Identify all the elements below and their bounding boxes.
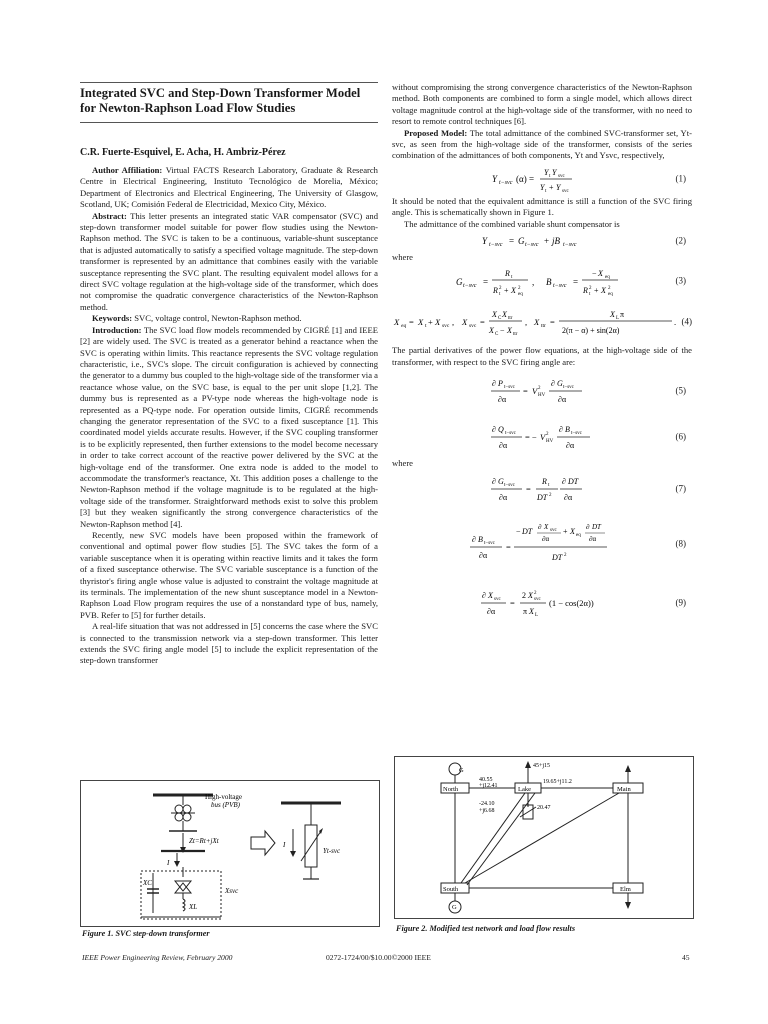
svg-text:−: − [592, 269, 597, 279]
svg-text:X: X [488, 590, 493, 600]
fig1-i-label-right: I [283, 841, 286, 849]
svg-text:X: X [601, 286, 606, 296]
svg-text:X: X [544, 522, 549, 531]
svg-text:t: t [545, 188, 547, 194]
svg-text:R: R [583, 286, 588, 296]
svg-text:t: t [548, 482, 550, 488]
svg-text:t−svc: t−svc [499, 179, 513, 186]
title-rule-bottom [80, 122, 378, 123]
svg-text:t: t [499, 292, 501, 298]
paper-title: Integrated SVC and Step-Down Transformer Model for Newton-Raphson Load Flow Studies [80, 86, 361, 115]
svg-text:2: 2 [518, 286, 521, 292]
figure-2 [394, 756, 694, 919]
svg-text:X: X [418, 317, 424, 328]
svg-text:t−svc: t−svc [463, 283, 477, 290]
equation-2-number: (2) [675, 235, 686, 246]
svg-text:HV: HV [546, 439, 554, 445]
svg-text:,: , [532, 277, 535, 288]
svg-text:C: C [495, 332, 499, 338]
svg-text:∂: ∂ [586, 522, 590, 531]
svg-text:−: − [500, 326, 505, 336]
svg-text:B: B [546, 277, 552, 288]
svg-text:∂α: ∂α [558, 395, 567, 405]
svg-text:∂α: ∂α [499, 492, 508, 502]
svg-text:Y: Y [540, 182, 545, 192]
svg-text:2: 2 [546, 432, 549, 438]
fig2-node-south: South [443, 886, 459, 893]
equation-2-graphic [392, 230, 692, 252]
svg-text:X: X [511, 286, 516, 296]
svg-text:eq: eq [608, 292, 613, 298]
svg-text:= −: = − [525, 432, 537, 443]
svg-text:2: 2 [589, 286, 592, 292]
svg-text:π: π [523, 606, 528, 616]
fig2-node-elm: Elm [620, 886, 631, 893]
svg-text:t−svc: t−svc [505, 431, 516, 437]
introduction-text: The SVC load flow models recommended by CIGRÉ [1] and IEEE [2] are widely used. The SVC is treated as a generator behind a reactance when the SVC is operating within limits. This reactance represents the SVC voltage regulation characteristic, i.e., SVC's slope. The circuit configuration is achieved by connecting the generator to a dummy bus coupled to the high-voltage side of the transformer via a reactance whose value, on the SVC base, is equal to the per unit slope [1,2]. The dummy bus is represented as a PV-type node whereas the high-voltage node is represented as a PQ-type node. For operation outside limits, CIGRÉ recommends changing the generator representation of the SVC to a fixed susceptance [1]. This coordinated model yields accurate results. However, if the SVC coupling transformer is to be explicitly represented, then further extensions to the model become necessary in order to take correct account of the reactive power delivered by the SVC at the high-voltage end of the transformer. One extra node is added to the model to accommodate the transformer's reactance, Xt. This addition poses a challenge to the Newton-Raphson method if the voltage magnitude is to be regulated at the high-voltage side of the transformer. Straightforward methods exist to solve this problem [3] but they weaken significantly the strong convergence characteristics of the Newton-Raphson method [4]. [80, 324, 378, 529]
svg-text:eq: eq [518, 292, 523, 298]
svg-text:X: X [534, 317, 540, 328]
svg-text:(α) =: (α) = [516, 173, 535, 184]
equation-2 [392, 230, 692, 252]
svg-text:B: B [565, 425, 570, 435]
svg-text:∂α: ∂α [566, 441, 575, 451]
svg-text:,: , [525, 317, 528, 328]
svg-text:t−svc: t−svc [504, 385, 515, 391]
svg-text:+: + [544, 236, 550, 247]
svg-text:R: R [542, 476, 547, 486]
fig1-y-label: Yt-svc [323, 847, 341, 855]
svg-text:DT: DT [592, 522, 601, 531]
svg-text:t: t [589, 292, 591, 298]
equation-5-number: (5) [675, 385, 686, 396]
svg-text:DT: DT [522, 526, 533, 536]
svg-text:t−svc: t−svc [484, 540, 495, 546]
partial-derivatives-paragraph: The partial derivatives of the power flow equations, at the high-voltage side of the transformer, with respect to the SVC firing angle are: [392, 345, 692, 367]
fig2-flow-load-lake: 45+j15 [533, 763, 551, 769]
svg-text:t−svc: t−svc [563, 385, 574, 391]
svg-text:t−svc: t−svc [571, 431, 582, 437]
fig1-hv-label-2: bus (PVB) [211, 801, 240, 809]
fig1-zt-label: Zt=Rt+jXt [189, 837, 219, 845]
footer-journal: IEEE Power Engineering Review, February 2000 [82, 953, 233, 962]
svg-text:∂: ∂ [562, 476, 566, 486]
continuation-paragraph: without compromising the strong convergence characteristics of the Newton-Raphson method. Both components are combined to form a single model, which allows direct voltage magnitude control at the high-voltage side of the transformer, with no need to resort to remote control techniques [6]. [392, 82, 692, 127]
svg-text:2: 2 [534, 590, 537, 596]
fig2-node-north: North [443, 786, 459, 793]
where-2: where [392, 458, 413, 469]
svg-text:∂α: ∂α [589, 534, 597, 543]
svg-text:∂: ∂ [482, 590, 486, 600]
svg-text:X: X [492, 310, 497, 320]
svg-text:eq: eq [401, 323, 407, 330]
svg-text:∂: ∂ [472, 534, 476, 544]
svg-text:R: R [505, 269, 510, 279]
equation-4-graphic [392, 303, 692, 341]
equation-7 [392, 470, 692, 508]
equation-9-number: (9) [675, 596, 686, 607]
svg-text:,: , [452, 317, 455, 328]
svg-text:X: X [528, 590, 533, 600]
fig1-i-label: I [167, 859, 170, 867]
svg-text:t: t [425, 323, 427, 330]
fig2-flow-6: 20.47 [537, 805, 551, 811]
equation-6-graphic [392, 418, 692, 456]
svg-text:2: 2 [538, 386, 541, 392]
fig2-flow-4: -24.10 [479, 801, 495, 807]
equation-1 [392, 162, 692, 196]
shunt-paragraph: The admittance of the combined variable shunt compensator is [404, 218, 620, 229]
svg-text:G: G [498, 476, 504, 486]
right-column [392, 82, 692, 622]
svg-text:G: G [557, 379, 563, 389]
svg-text:Y: Y [552, 167, 557, 177]
svg-text:DT: DT [552, 552, 563, 562]
svg-text:(1 − cos(2α)): (1 − cos(2α)) [549, 597, 594, 608]
figure-2-network [395, 757, 693, 918]
fig1-hv-label: High-voltage [205, 793, 242, 801]
abstract-label: Abstract: [92, 210, 127, 221]
svg-text:C: C [498, 316, 502, 322]
fig2-flow-2: +j12.41 [479, 783, 498, 789]
svg-text:svc: svc [558, 173, 565, 179]
equation-5 [392, 372, 692, 410]
svg-text:t−svc: t−svc [504, 482, 515, 488]
svg-text:svc: svc [534, 596, 541, 602]
svg-text:ttr: ttr [541, 323, 546, 330]
svg-text:t−svc: t−svc [525, 242, 539, 249]
introduction-label: Introduction: [92, 324, 142, 335]
svg-text:X: X [489, 326, 494, 336]
svg-text:2: 2 [608, 286, 611, 292]
svg-text:t: t [511, 275, 513, 281]
svg-text:eq: eq [605, 275, 610, 281]
fig2-flow-3: 19.65+j11.2 [543, 779, 572, 785]
equation-8-number: (8) [675, 537, 686, 548]
svg-text:∂: ∂ [559, 425, 563, 435]
after-eq1-paragraph: It should be noted that the equivalent admittance is still a function of the SVC firing angle. This is schematically shown in Figure 1. [392, 195, 692, 218]
equation-3-graphic [392, 263, 692, 299]
fig2-gen-north-label: G [459, 767, 464, 774]
svg-text:X: X [462, 317, 468, 328]
paper-authors: C.R. Fuerte-Esquivel, E. Acha, H. Ambriz-Pérez [80, 147, 286, 158]
svg-text:Y: Y [556, 182, 561, 192]
fig1-xsvc-label: Xsvc [225, 887, 239, 895]
svg-text:+: + [549, 182, 554, 192]
svg-text:=: = [509, 236, 515, 247]
svg-text:DT: DT [537, 492, 548, 502]
svg-text:svc: svc [494, 596, 501, 602]
keywords-paragraph [80, 313, 378, 324]
figure-1-caption: Figure 1. SVC step-down transformer [82, 929, 210, 938]
svg-text:2: 2 [549, 492, 552, 498]
svg-text:svc: svc [562, 188, 569, 194]
svg-text:B: B [478, 534, 483, 544]
svg-text:∂: ∂ [492, 476, 496, 486]
svg-text:L: L [535, 612, 539, 618]
equation-9 [392, 584, 692, 622]
fig2-flow-5: +j6.68 [479, 808, 495, 814]
left-column [80, 82, 378, 667]
svg-text:+: + [428, 317, 433, 328]
svg-text:X: X [435, 317, 441, 328]
svg-text:=: = [523, 386, 528, 397]
svg-text:X: X [529, 606, 534, 616]
affiliation-paragraph [80, 165, 378, 211]
svg-text:t−svc: t−svc [563, 242, 577, 249]
keywords-text: SVC, voltage control, Newton-Raphson method. [134, 313, 302, 324]
svg-text:DT: DT [568, 476, 579, 486]
svg-text:=: = [526, 483, 531, 494]
svg-text:Q: Q [498, 425, 504, 435]
svg-text:Y: Y [482, 236, 488, 247]
figure-1 [80, 780, 380, 927]
svg-text:∂α: ∂α [479, 550, 488, 560]
svg-text:V: V [532, 386, 538, 397]
fig2-node-main: Main [617, 786, 631, 793]
svg-text:2: 2 [564, 552, 567, 558]
svg-text:P: P [498, 379, 503, 389]
svg-text:=: = [480, 317, 485, 328]
svg-text:R: R [493, 286, 498, 296]
svg-text:+: + [504, 286, 509, 296]
svg-text:+: + [594, 286, 599, 296]
svg-text:L: L [616, 316, 620, 322]
abstract-paragraph [80, 211, 378, 314]
svg-text:∂α: ∂α [564, 492, 573, 502]
svg-text:eq: eq [576, 532, 581, 538]
affiliation-label: Author Affiliation: [92, 165, 163, 175]
abstract-text: This letter presents an integrated static VAR compensator (SVC) and step-down transformer model suitable for power flow studies using the Newton-Raphson method. The SVC is taken to be a continuous, variable-shunt susceptance that is adjusted automatically to satisfy a specified voltage magnitude. The step-down transformer is represented by an admittance that combines easily with the variable susceptance representing the SVC plant. The resulting equivalent model allows for a direct SVC voltage regulation at the high-voltage side of the transformer, which does not compromise the quadratic convergence characteristics of the Newton-Raphson method. [80, 210, 379, 312]
svg-text:X: X [610, 310, 615, 320]
svg-text:X: X [502, 310, 507, 320]
fig1-xc-label: XC [143, 879, 152, 887]
svg-text:=: = [550, 317, 555, 328]
equation-7-graphic [392, 470, 692, 508]
equation-6-number: (6) [675, 431, 686, 442]
svg-text:Y: Y [544, 167, 549, 177]
equation-8 [392, 522, 692, 566]
svg-text:V: V [540, 432, 546, 443]
svg-text:t: t [549, 173, 551, 179]
svg-text:∂: ∂ [538, 522, 542, 531]
svg-text:jB: jB [552, 236, 560, 247]
svg-text:X: X [598, 269, 603, 279]
equation-5-graphic [392, 372, 692, 410]
svg-text:X: X [570, 526, 575, 536]
svg-text:ttr: ttr [508, 316, 513, 322]
svg-text:∂: ∂ [492, 379, 496, 389]
svg-text:2: 2 [499, 286, 502, 292]
svg-text:=: = [409, 317, 414, 328]
equation-9-graphic [392, 584, 692, 622]
svg-text:∂: ∂ [551, 379, 555, 389]
svg-text:2(π − α) + sin(2α): 2(π − α) + sin(2α) [562, 326, 620, 336]
svg-text:t−svc: t−svc [489, 242, 503, 249]
figure-1-schematic [81, 781, 379, 926]
svg-text:svc: svc [550, 527, 557, 533]
equation-7-number: (7) [675, 482, 686, 493]
svg-text:=: = [573, 277, 579, 288]
svg-text:=: = [483, 277, 489, 288]
footer-copyright: 0272-1724/00/$10.00©2000 IEEE [326, 953, 431, 962]
keywords-label: Keywords: [92, 313, 133, 324]
body-paragraph-3: A real-life situation that was not addressed in [5] concerns the case where the SVC is connected to the transmission network via a step-down transformer. This letter extends the SVC firing angle model [5] to include the explicit representation of the step-down transformer [80, 621, 378, 666]
svg-text:Y: Y [492, 173, 498, 184]
svg-text:HV: HV [538, 393, 546, 399]
svg-text:svc: svc [442, 323, 450, 330]
equation-3-number: (3) [675, 275, 686, 286]
equation-1-graphic [392, 162, 692, 196]
where-1: where [392, 252, 413, 263]
introduction-paragraph [80, 325, 378, 530]
fig2-flow-1: 40.55 [479, 777, 493, 783]
svg-text:.: . [674, 317, 677, 328]
proposed-model-text: The total admittance of the combined SVC-transformer set, Yt-svc, as seen from the high-voltage side of the transformer, consists of the series combination of the admittances of both components, Yt and Ysvc, respectively, [392, 127, 692, 161]
svg-text:∂α: ∂α [487, 606, 496, 616]
svg-text:=: = [506, 541, 511, 552]
svg-text:−: − [516, 526, 521, 536]
fig1-xl-label: XL [189, 903, 198, 911]
svg-text:∂: ∂ [492, 425, 496, 435]
svg-text:2: 2 [522, 590, 526, 600]
svg-text:=: = [510, 597, 515, 608]
svg-text:G: G [518, 236, 525, 247]
body-paragraph-2: Recently, new SVC models have been proposed within the framework of conventional and optimal power flow studies [5]. The SVC takes the form of a variable susceptance when it is operating within reactive limits and it takes the form of a fixed susceptance otherwise. The SVC variable susceptance is a function of the thyristor's firing angle whose value is adjusted to constraint the voltage magnitude at its terminals. The implementation of the new shunt susceptance model in a Newton-Raphson Load Flow program requires the use of a nonstandard type of bus, namely, PVB. Refer to [5] for further details. [80, 530, 378, 620]
equation-1-number: (1) [675, 173, 686, 184]
affiliation-text: Virtual FACTS Research Laboratory, Graduate & Research Centre in Electrical Engineering, Instituto Tecnológico de Morelia, México; Department of Electronics and Electrical Engineering, The University of Glasgow, Scotland, UK; Comisión Federal de Electricidad, Mexico City, México. [80, 165, 378, 210]
fig2-gen-south-label: G [452, 904, 457, 911]
svg-text:ttr: ttr [513, 332, 518, 338]
figure-2-caption: Figure 2. Modified test network and load flow results [396, 924, 576, 933]
equation-4 [392, 303, 692, 341]
svg-text:t−svc: t−svc [553, 283, 567, 290]
proposed-model-label: Proposed Model: [404, 127, 468, 138]
svg-text:∂α: ∂α [542, 534, 550, 543]
proposed-model-paragraph [392, 128, 692, 162]
svg-text:G: G [456, 277, 463, 288]
svg-text:X: X [394, 317, 400, 328]
svg-text:∂α: ∂α [498, 395, 507, 405]
fig2-node-lake: Lake [518, 786, 531, 793]
equation-6 [392, 418, 692, 456]
equation-4-number: (4) [681, 316, 692, 327]
svg-text:∂α: ∂α [499, 441, 508, 451]
equation-3 [392, 263, 692, 299]
footer-page-number: 45 [682, 953, 690, 962]
svg-text:svc: svc [469, 323, 477, 330]
equation-8-graphic [392, 522, 692, 566]
svg-text:+: + [563, 526, 568, 536]
svg-text:π: π [620, 310, 625, 320]
svg-text:X: X [507, 326, 512, 336]
